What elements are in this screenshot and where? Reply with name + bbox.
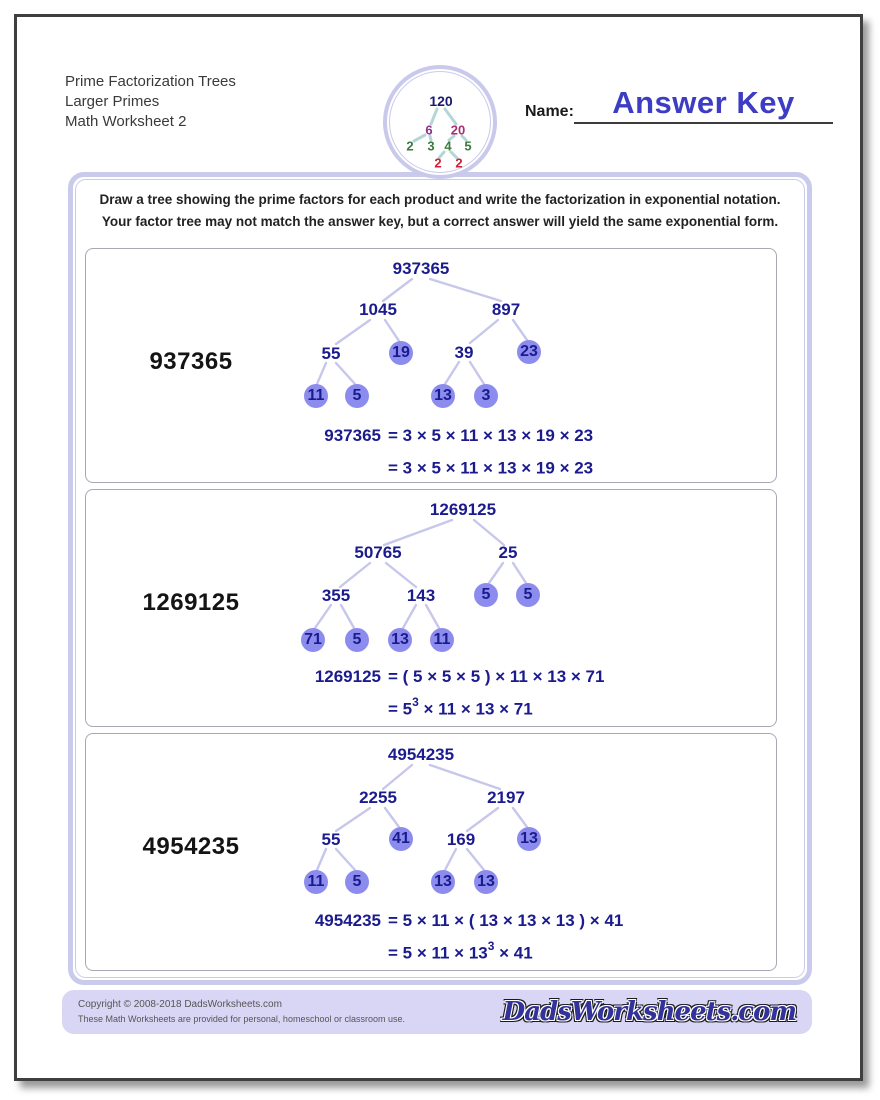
problem-1-equations [286, 423, 593, 482]
problem-1 [85, 248, 777, 483]
dadsworksheets-logo: DadsWorksheets.com [502, 997, 796, 1027]
factor-tree-logo [383, 65, 497, 179]
tree-node: 143 [406, 586, 436, 605]
logo-node-2a: 2 [434, 155, 442, 171]
tree-node: 937365 [392, 259, 450, 278]
tree-node: 1269125 [429, 500, 497, 519]
tree-node: 55 [321, 830, 341, 849]
tree-node: 1045 [359, 300, 397, 319]
instructions-line1: Draw a tree showing the prime factors for each product and write the factorization in exponential notation. [99, 192, 781, 207]
tree-node: 50765 [354, 543, 402, 562]
tree-node-prime: 71 [301, 628, 325, 652]
worksheet-title-block [65, 72, 236, 132]
tree-node: 2255 [359, 788, 397, 807]
worksheet-number: Math Worksheet 2 [65, 113, 187, 130]
tree-node: 169 [446, 830, 476, 849]
worksheet-title: Prime Factorization Trees [65, 73, 236, 90]
logo-node-20: 20 [450, 122, 466, 138]
equation-line2-post: × 11 × 13 × 71 [418, 699, 533, 719]
problem-2-number: 1269125 [142, 589, 240, 616]
equation-exponent: 3 [412, 695, 419, 709]
equation-spacer [286, 691, 381, 723]
equation-line2 [388, 935, 623, 967]
tree-node: 897 [491, 300, 521, 319]
equation-line1: = 3 × 5 × 11 × 13 × 19 × 23 [388, 426, 594, 445]
tree-node-prime: 13 [431, 384, 455, 408]
equation-spacer [286, 450, 381, 482]
logo-node-5: 5 [464, 138, 472, 154]
problem-2 [85, 489, 777, 727]
tree-node-prime: 19 [389, 341, 413, 365]
tree-node-prime: 5 [474, 583, 498, 607]
tree-node-prime: 13 [431, 870, 455, 894]
equation-lhs: 937365 [324, 426, 381, 445]
logo-node-4: 4 [444, 138, 452, 154]
problem-3-equations [286, 908, 623, 967]
problem-1-number: 937365 [149, 348, 233, 375]
problem-3-number: 4954235 [142, 833, 240, 860]
tree-node-prime: 13 [388, 628, 412, 652]
tree-node: 39 [454, 343, 474, 362]
tree-node: 55 [321, 344, 341, 363]
tree-node-prime: 3 [474, 384, 498, 408]
tree-node: 2197 [487, 788, 525, 807]
tree-node-prime: 23 [517, 340, 541, 364]
tree-node-prime: 13 [474, 870, 498, 894]
instructions [68, 189, 812, 233]
tree-node-prime: 5 [516, 583, 540, 607]
tree-node-prime: 41 [389, 827, 413, 851]
tree-node-prime: 11 [304, 870, 328, 894]
copyright-line1: Copyright © 2008-2018 DadsWorksheets.com [78, 999, 282, 1010]
tree-node-prime: 5 [345, 628, 369, 652]
name-blank-line [574, 85, 833, 124]
logo-node-3: 3 [427, 138, 435, 154]
tree-node-prime: 11 [304, 384, 328, 408]
equation-line2-post: × 41 [494, 943, 533, 963]
equation-line2 [388, 691, 604, 723]
problem-2-equations [286, 664, 604, 723]
answer-key-text: Answer Key [612, 85, 795, 120]
logo-node-2b: 2 [455, 155, 463, 171]
tree-node-prime: 11 [430, 628, 454, 652]
footer-bar [62, 990, 812, 1034]
equation-line2 [388, 450, 593, 482]
copyright-line2: These Math Worksheets are provided for personal, homeschool or classroom use. [78, 1014, 405, 1024]
equation-line2-pre: = 3 × 5 × 11 × 13 × 19 × 23 [388, 458, 594, 478]
equation-lhs: 1269125 [314, 667, 381, 686]
copyright-block [78, 998, 405, 1026]
logo-node-6: 6 [425, 122, 433, 138]
tree-node-prime: 13 [517, 827, 541, 851]
tree-node-prime: 5 [345, 870, 369, 894]
tree-node: 355 [321, 586, 351, 605]
equation-lhs: 4954235 [314, 911, 381, 930]
worksheet-page [14, 14, 863, 1081]
equation-line2-pre: = 5 × 11 × 13 [388, 943, 488, 963]
logo-node-2: 2 [406, 138, 414, 154]
tree-node-prime: 5 [345, 384, 369, 408]
tree-node: 25 [498, 543, 518, 562]
name-area [525, 85, 833, 124]
equation-line1: = ( 5 × 5 × 5 ) × 11 × 13 × 71 [388, 667, 605, 686]
equation-line2-pre: = 5 [388, 699, 413, 719]
equation-spacer [286, 935, 381, 967]
worksheet-subtitle: Larger Primes [65, 93, 160, 110]
equation-line1: = 5 × 11 × ( 13 × 13 × 13 ) × 41 [388, 911, 624, 930]
equation-exponent: 3 [487, 939, 495, 953]
name-label: Name: [525, 103, 574, 120]
instructions-line2: Your factor tree may not match the answer key, but a correct answer will yield the same exponential form. [101, 214, 779, 229]
problem-3 [85, 733, 777, 971]
logo-node-120: 120 [429, 93, 453, 109]
tree-node: 4954235 [387, 745, 455, 764]
